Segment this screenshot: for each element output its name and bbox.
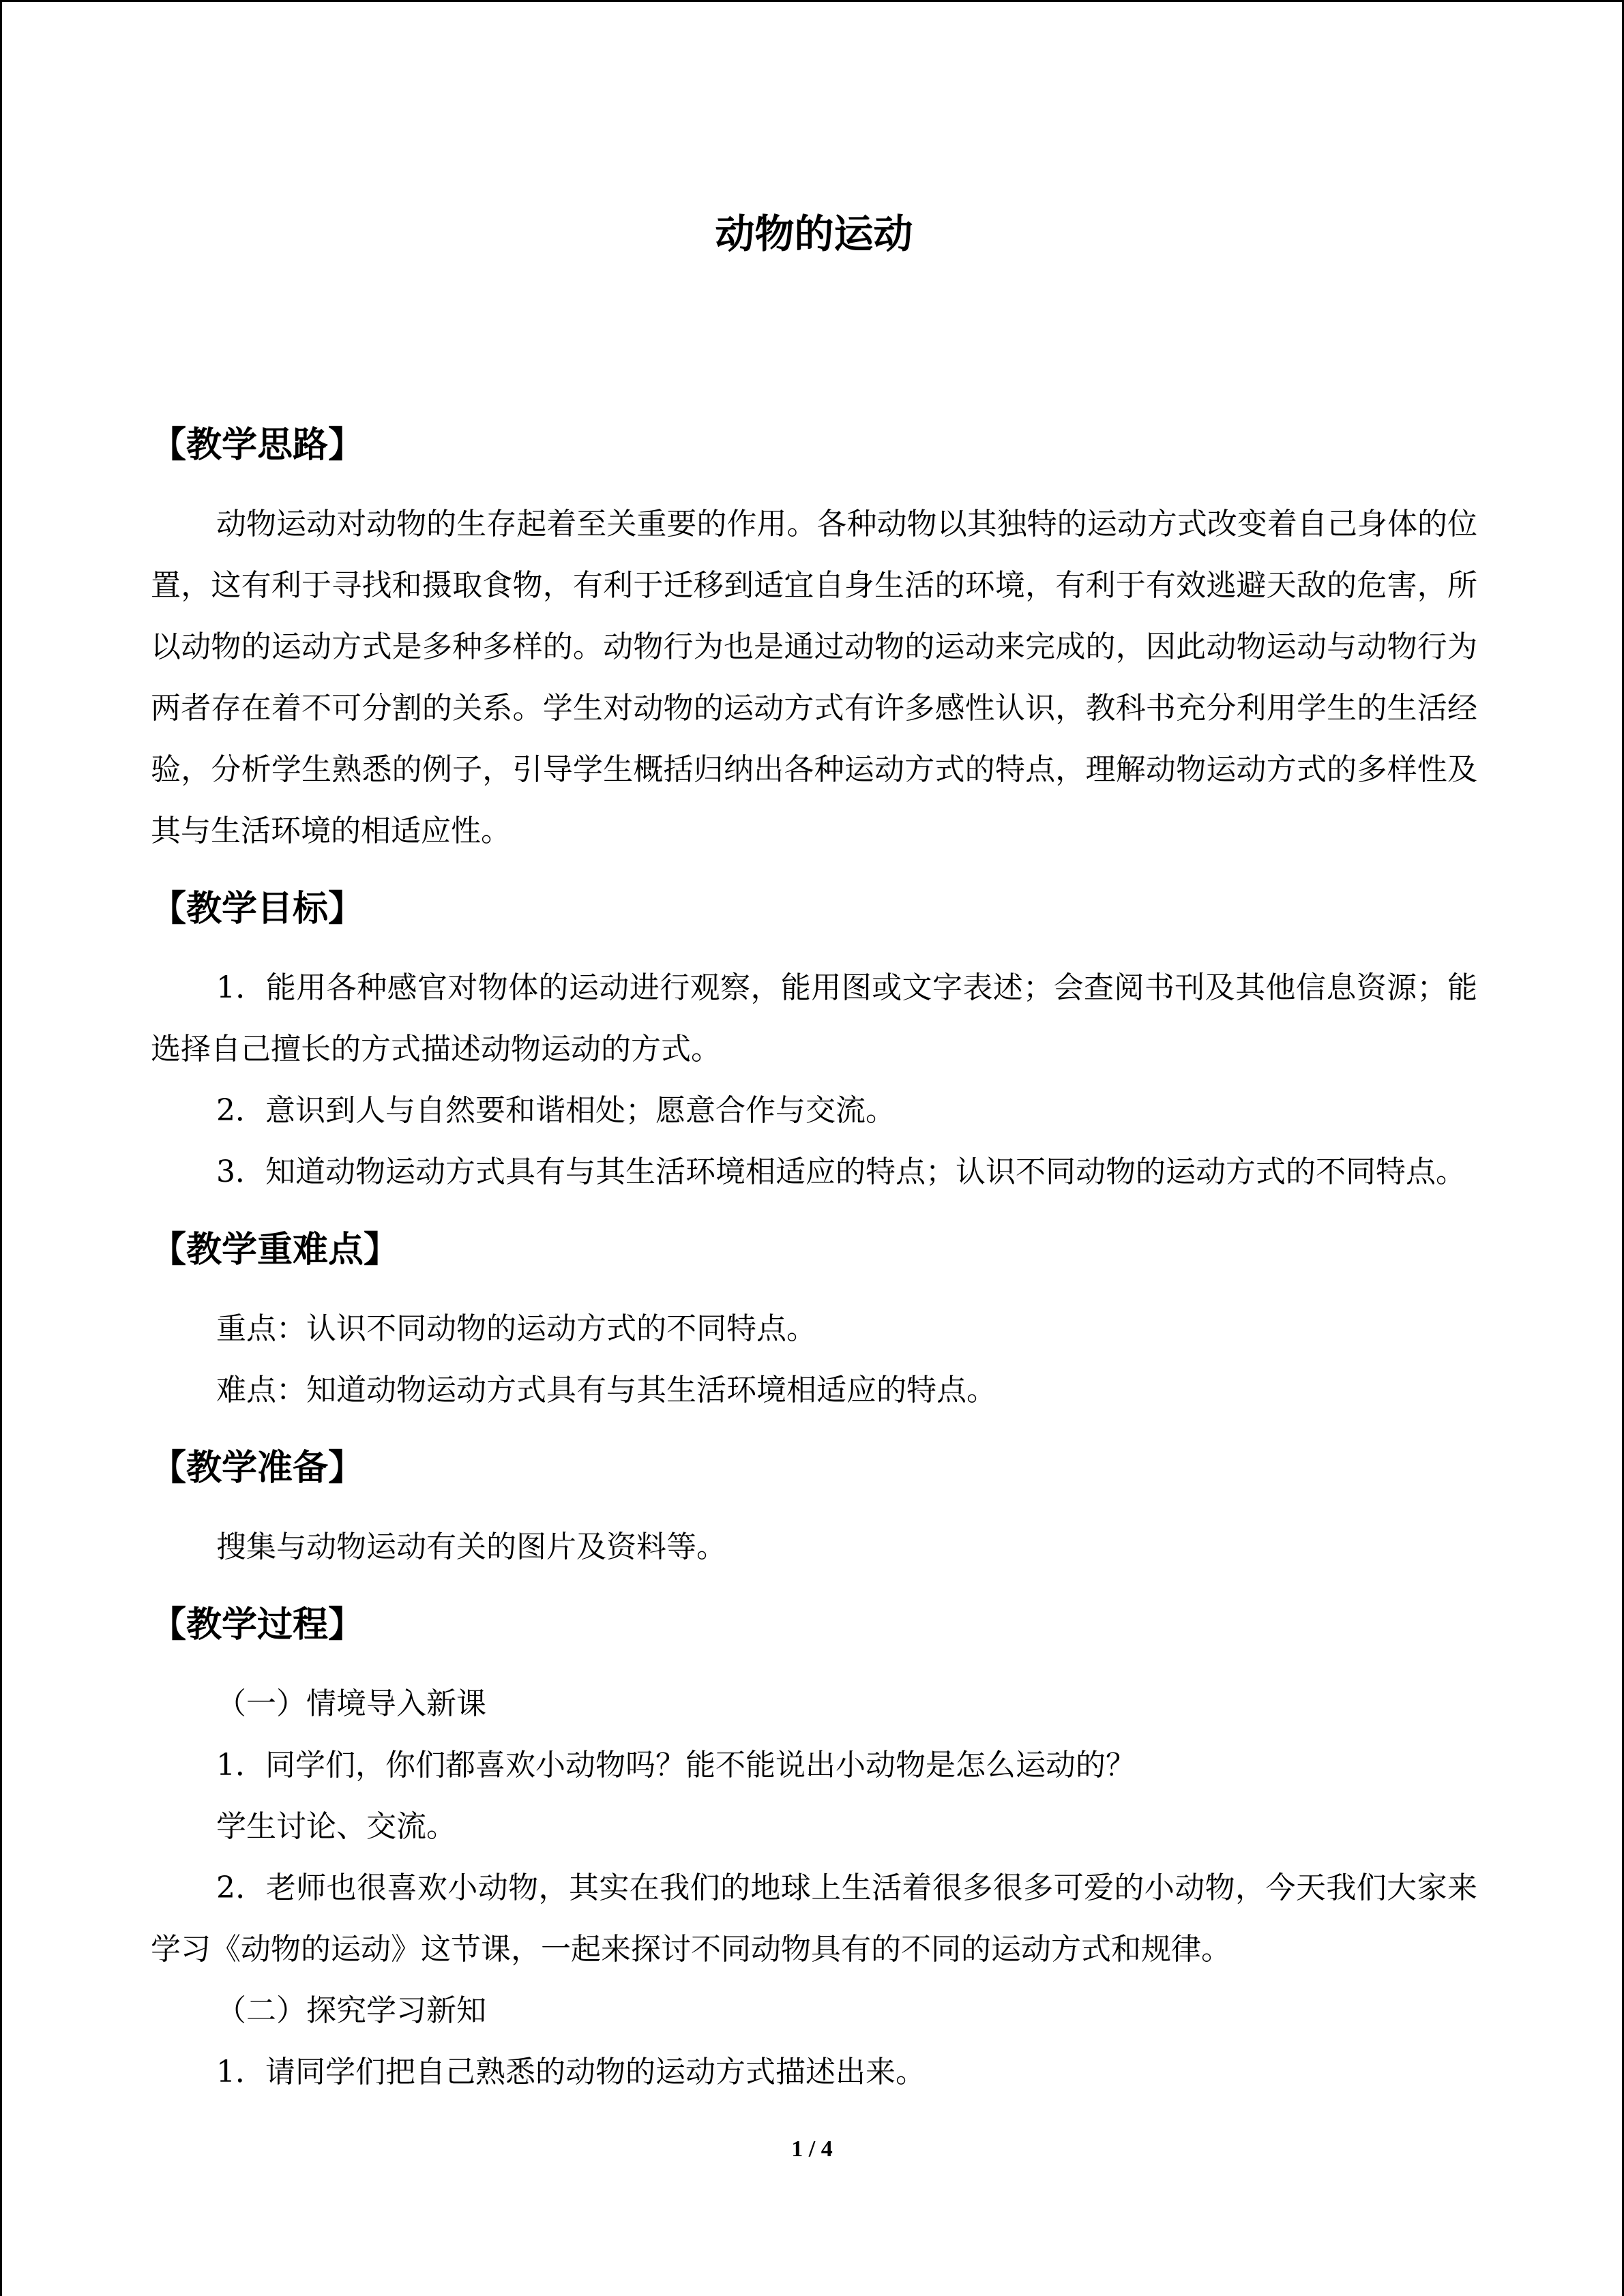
paragraph: 1．请同学们把自己熟悉的动物的运动方式描述出来。	[216, 2055, 926, 2089]
paragraph: 搜集与动物运动有关的图片及资料等。	[216, 1530, 726, 1564]
paragraph: （一）情境导入新课	[216, 1686, 486, 1721]
paragraph: 难点：知道动物运动方式具有与其生活环境相适应的特点。	[216, 1373, 996, 1407]
paragraph: （二）探究学习新知	[216, 1993, 486, 2028]
section-key-points	[151, 1226, 1477, 1421]
section-teaching-approach	[151, 421, 1477, 862]
section-heading: 【教学准备】	[151, 1448, 364, 1489]
paragraph: 重点：认识不同动物的运动方式的不同特点。	[216, 1311, 816, 1346]
paragraph: 2．老师也很喜欢小动物，其实在我们的地球上生活着很多很多可爱的小动物，今天我们大家来学习《动物的运动》这节课，一起来探讨不同动物具有的不同的运动方式和规律。	[151, 1870, 1477, 1967]
paragraph: 1．能用各种感官对物体的运动进行观察，能用图或文字表述；会查阅书刊及其他信息资源；能选择自己擅长的方式描述动物运动的方式。	[151, 970, 1477, 1067]
page-number: 1 / 4	[791, 2136, 833, 2162]
section-teaching-process	[151, 1601, 1477, 2103]
section-heading: 【教学过程】	[151, 1605, 364, 1645]
section-preparation	[151, 1444, 1477, 1578]
paragraph: 动物运动对动物的生存起着至关重要的作用。各种动物以其独特的运动方式改变着自己身体的位置，这有利于寻找和摄取食物，有利于迁移到适宜自身生活的环境，有利于有效逃避天敌的危害，所以动物的运动方式是多种多样的。动物行为也是通过动物的运动来完成的，因此动物运动与动物行为两者存在着不可分割的关系。学生对动物的运动方式有许多感性认识，教科书充分利用学生的生活经验，分析学生熟悉的例子，引导学生概括归纳出各种运动方式的特点，理解动物运动方式的多样性及其与生活环境的相适应性。	[151, 507, 1477, 848]
section-heading: 【教学目标】	[151, 889, 364, 929]
document-body	[151, 207, 1477, 2126]
section-teaching-objectives	[151, 885, 1477, 1203]
paragraph: 3．知道动物运动方式具有与其生活环境相适应的特点；认识不同动物的运动方式的不同特点。	[216, 1154, 1466, 1189]
document-title: 动物的运动	[715, 211, 913, 257]
paragraph: 2．意识到人与自然要和谐相处；愿意合作与交流。	[216, 1093, 896, 1128]
section-heading: 【教学思路】	[151, 425, 364, 466]
section-heading: 【教学重难点】	[151, 1229, 400, 1270]
paragraph: 1．同学们，你们都喜欢小动物吗？能不能说出小动物是怎么运动的？	[216, 1748, 1136, 1783]
paragraph: 学生讨论、交流。	[216, 1809, 456, 1844]
